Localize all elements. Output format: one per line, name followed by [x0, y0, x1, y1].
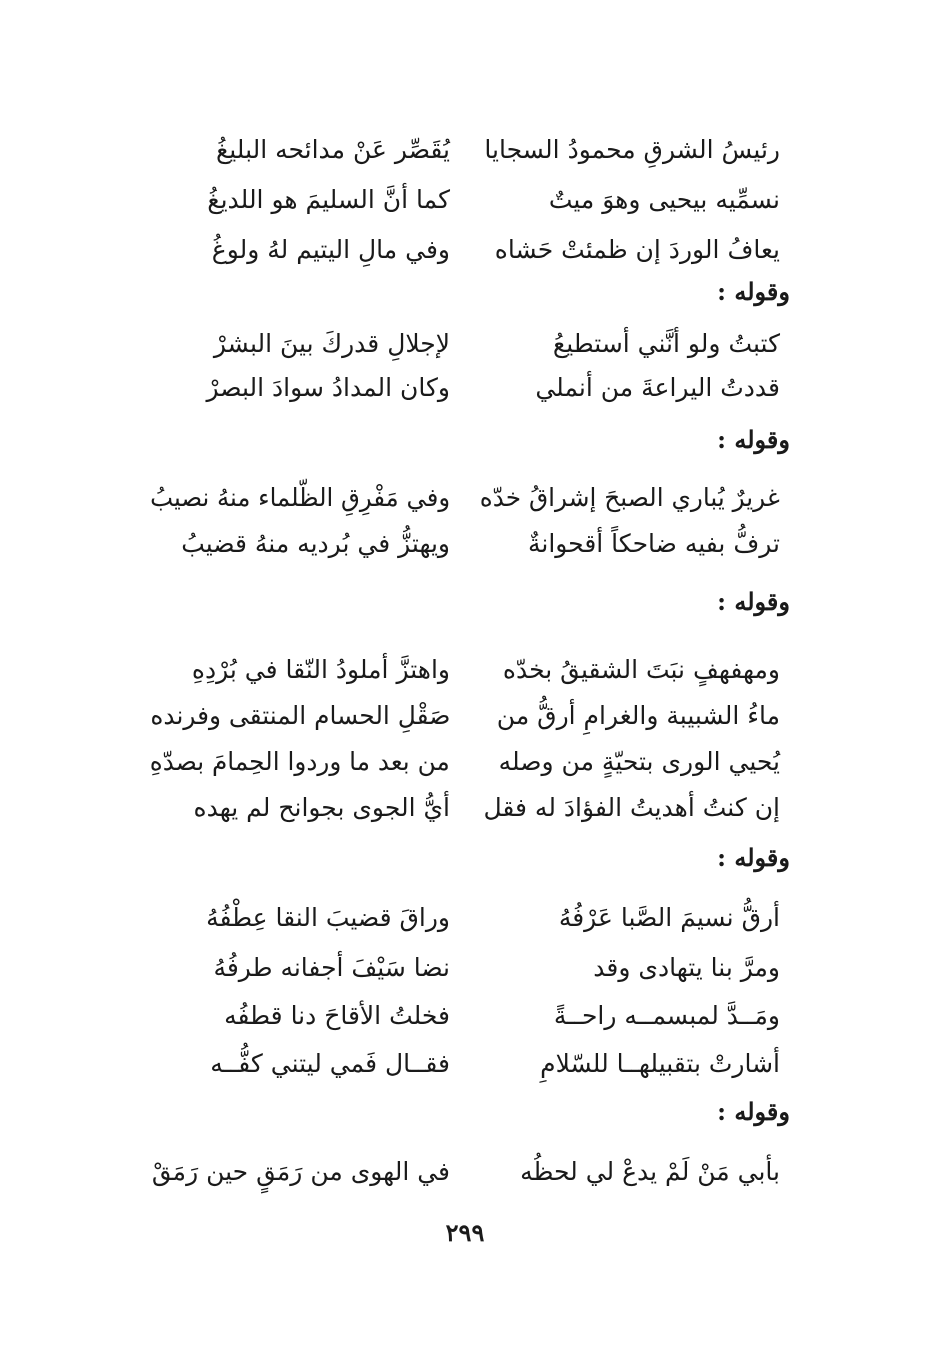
verse-line [0, 1150, 930, 1194]
second-hemistich: وفي مَفْرِقِ الظّلماء منهُ نصيبُ [150, 483, 450, 512]
verse-line [0, 1042, 930, 1086]
verse-line [0, 178, 930, 222]
verse-line [0, 896, 930, 940]
verse-line [0, 128, 930, 172]
section-intro: وقوله : [717, 1097, 790, 1126]
first-hemistich: يعافُ الوردَ إن ظمئتْ حَشاه [494, 235, 780, 264]
second-hemistich: صَقْلِ الحسام المنتقى وفرنده [150, 701, 450, 730]
first-hemistich: نسمِّيه بيحيى وهوَ ميتٌ [548, 185, 780, 214]
section-intro: وقوله : [717, 425, 790, 454]
verse-line [0, 228, 930, 272]
second-hemistich: ويهتزُّ في بُرديه منهُ قضيبُ [181, 529, 450, 558]
first-hemistich: ومَــدَّ لمبسمــه راحــةً [553, 1001, 780, 1030]
section-intro: وقوله : [717, 587, 790, 616]
first-hemistich: يُحيي الورى بتحيّةٍ من وصله [498, 747, 780, 776]
section-intro: وقوله : [717, 277, 790, 306]
second-hemistich: أيُّ الجوى بجوانح لم يهده [193, 793, 450, 822]
verse-line [0, 946, 930, 990]
first-hemistich: كتبتُ ولو أنَّني أستطيعُ [552, 329, 780, 358]
section-intro: وقوله : [717, 843, 790, 872]
first-hemistich: غريرٌ يُباري الصبحَ إشراقُ خدّه [480, 483, 780, 512]
second-hemistich: فقــال فَمي ليتني كفُّــه [210, 1049, 450, 1078]
verse-line [0, 322, 930, 366]
second-hemistich: وراقَ قضيبَ النقا عِطْفُهُ [206, 903, 450, 932]
second-hemistich: يُقَصِّر عَنْ مدائحه البليغُ [215, 135, 450, 164]
verse-line [0, 366, 930, 410]
verse-line [0, 994, 930, 1038]
second-hemistich: واهتزَّ أملودُ النّقا في بُرْدِهِ [191, 655, 450, 684]
second-hemistich: كما أنَّ السليمَ هو اللديغُ [207, 185, 450, 214]
verse-line [0, 648, 930, 692]
first-hemistich: بأبي مَنْ لَمْ يدعْ لي لحظُه [520, 1157, 780, 1186]
verse-line [0, 786, 930, 830]
verse-line [0, 476, 930, 520]
second-hemistich: لإجلالِ قدركَ بينَ البشرْ [213, 329, 450, 358]
second-hemistich: في الهوى من رَمَقٍ حين رَمَقْ [151, 1157, 450, 1186]
first-hemistich: ومرَّ بنا يتهادى وقد [593, 953, 780, 982]
second-hemistich: وفي مالِ اليتيم لهُ ولوغُ [211, 235, 450, 264]
verse-line [0, 522, 930, 566]
second-hemistich: نضا سَيْفَ أجفانه طرفُهُ [213, 953, 450, 982]
first-hemistich: ماءُ الشبيبة والغرامِ أرقُّ من [496, 701, 780, 730]
page-number: ٢٩٩ [445, 1218, 485, 1247]
first-hemistich: أرقُّ نسيمَ الصَّبا عَرْفُهُ [558, 903, 780, 932]
first-hemistich: قددتُ اليراعةَ من أنملي [535, 373, 780, 402]
verse-line [0, 740, 930, 784]
second-hemistich: فخلتُ الأقاحَ دنا قطفُه [224, 1001, 450, 1030]
second-hemistich: من بعد ما وردوا الحِمامَ بصدّهِ [150, 747, 450, 776]
first-hemistich: أشارتْ بتقبيلهــا للسّلامِ [540, 1049, 780, 1078]
first-hemistich: رئيسُ الشرقِ محمودُ السجايا [484, 135, 780, 164]
first-hemistich: ترفُّ بفيه ضاحكاً أقحوانةٌ [527, 529, 780, 558]
first-hemistich: ومهفهفٍ نبَتَ الشقيقُ بخدّه [502, 655, 780, 684]
second-hemistich: وكان المدادُ سوادَ البصرْ [206, 373, 450, 402]
verse-line [0, 694, 930, 738]
first-hemistich: إن كنتُ أهديتُ الفؤادَ له فقل [483, 793, 780, 822]
